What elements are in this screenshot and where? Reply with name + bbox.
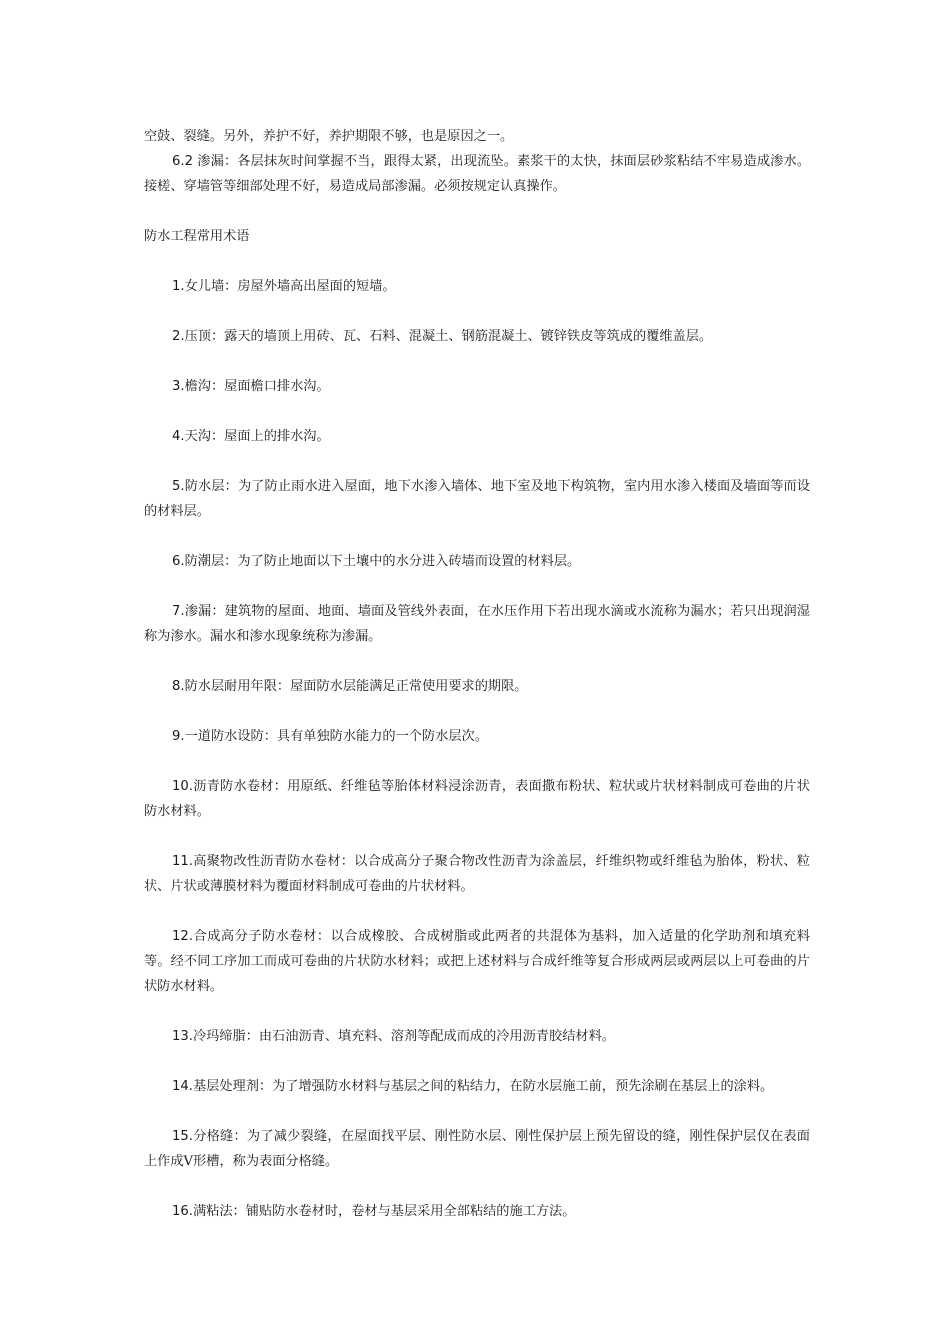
section-title: 防水工程常用术语 [144,229,250,244]
term-number: 7. [172,604,185,619]
term-item [144,374,810,399]
clause-6-2 [144,149,810,199]
document-page [144,124,810,1224]
term-text: 一道防水设防：具有单独防水能力的一个防水层次。 [184,729,488,744]
term-text: 压顶：露天的墙顶上用砖、瓦、石料、混凝土、钢筋混凝土、镀锌铁皮等筑成的覆维盖层。 [184,329,713,344]
term-item [144,549,810,574]
term-number: 8. [172,679,185,694]
term-text: 天沟：屋面上的排水沟。 [184,429,330,444]
term-item [144,724,810,749]
term-item [144,924,810,999]
term-number: 3. [172,379,185,394]
term-number: 12. [172,929,193,944]
term-text: 防水层耐用年限：屋面防水层能满足正常使用要求的期限。 [184,679,528,694]
term-number: 5. [172,479,185,494]
term-item [144,849,810,899]
term-number: 2. [172,329,185,344]
term-number: 1. [172,279,185,294]
term-item [144,1124,810,1174]
term-text: 满粘法：铺贴防水卷材时，卷材与基层采用全部粘结的施工方法。 [192,1204,576,1219]
term-text: 基层处理剂：为了增强防水材料与基层之间的粘结力，在防水层施工前，预先涂刷在基层上的涂料。 [192,1079,774,1094]
term-number: 11. [172,854,193,869]
term-number: 16. [172,1204,193,1219]
term-text: 渗漏：建筑物的屋面、地面、墙面及管线外表面，在水压作用下若出现水滴或水流称为漏水；若只出现润湿称为渗水。漏水和渗水现象统称为渗漏。 [144,604,810,644]
term-item [144,774,810,824]
term-item [144,1199,810,1224]
term-number: 14. [172,1079,193,1094]
term-text: 高聚物改性沥青防水卷材：以合成高分子聚合物改性沥青为涂盖层，纤维织物或纤维毡为胎体，粉状、粒状、片状或薄膜材料为覆面材料制成可卷曲的片状材料。 [144,854,810,894]
term-text: 檐沟：屋面檐口排水沟。 [184,379,330,394]
clause-text: 渗漏：各层抹灰时间掌握不当，跟得太紧，出现流坠。素浆干的太快，抹面层砂浆粘结不牢易造成渗水。接槎、穿墙管等细部处理不好，易造成局部渗漏。必须按规定认真操作。 [144,154,810,194]
term-item [144,1074,810,1099]
term-number: 15. [172,1129,193,1144]
term-text: 分格缝：为了减少裂缝，在屋面找平层、刚性防水层、刚性保护层上预先留设的缝，刚性保护层仅在表面上作成V形槽，称为表面分格缝。 [144,1129,810,1169]
term-text: 女儿墙：房屋外墙高出屋面的短墙。 [184,279,396,294]
term-text: 防水层：为了防止雨水进入屋面，地下水渗入墙体、地下室及地下构筑物，室内用水渗入楼面及墙面等而设的材料层。 [144,479,810,519]
term-number: 13. [172,1029,193,1044]
term-number: 9. [172,729,185,744]
term-item [144,599,810,649]
term-item [144,674,810,699]
term-number: 10. [172,779,193,794]
intro-line: 空鼓、裂缝。另外，养护不好，养护期限不够，也是原因之一。 [144,129,514,144]
term-item [144,324,810,349]
clause-number: 6.2 [172,154,193,169]
term-number: 6. [172,554,185,569]
term-text: 沥青防水卷材：用原纸、纤维毡等胎体材料浸涂沥青，表面撒布粉状、粒状或片状材料制成可卷曲的片状防水材料。 [144,779,810,819]
term-item [144,274,810,299]
term-text: 防潮层：为了防止地面以下土壤中的水分进入砖墙而设置的材料层。 [184,554,581,569]
term-text: 冷玛缔脂：由石油沥青、填充料、溶剂等配成而成的冷用沥青胶结材料。 [192,1029,615,1044]
term-item [144,1024,810,1049]
term-item [144,474,810,524]
term-number: 4. [172,429,185,444]
term-item [144,424,810,449]
term-text: 合成高分子防水卷材：以合成橡胶、合成树脂或此两者的共混体为基料，加入适量的化学助剂和填充料等。经不同工序加工而成可卷曲的片状防水材料；或把上述材料与合成纤维等复合形成两层或两层以上可卷曲的片状防水材料。 [144,929,810,994]
